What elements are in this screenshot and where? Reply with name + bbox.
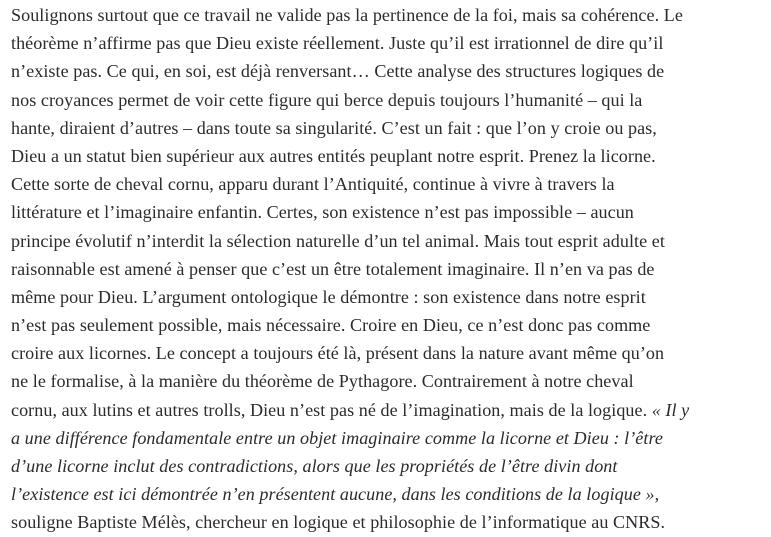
- text-line-7: Cette sorte de cheval cornu, apparu durant l’Antiquité, continue à vivre à travers la: [11, 174, 615, 195]
- text-line-6: Dieu a un statut bien supérieur aux autres entités peuplant notre esprit. Prenez la licorne.: [11, 145, 656, 166]
- quote-line-3: l’existence est ici démontrée n’en présentent aucune, dans les conditions de la logique »,: [11, 484, 660, 505]
- text-line-9: principe évolutif n’interdit la sélection naturelle d’un tel animal. Mais tout esprit adulte et: [11, 230, 665, 251]
- text-line-4: nos croyances permet de voir cette figure qui berce depuis toujours l’humanité – qui la: [11, 89, 643, 110]
- text-line-2: théorème n’affirme pas que Dieu existe réellement. Juste qu’il est irrationnel de dire qu’il: [11, 33, 664, 54]
- quote-start: « Il y: [651, 399, 690, 420]
- text-line-10: raisonnable est amené à penser que c’est un être totalement imaginaire. Il n’en va pas de: [11, 258, 655, 279]
- quote-line-2: d’une licorne inclut des contradictions, alors que les propriétés de l’être divin dont: [11, 456, 618, 476]
- text-line-14: ne le formalise, à la manière du théorème de Pythagore. Contrairement à notre cheval: [11, 371, 634, 392]
- text-line-15-normal: cornu, aux lutins et autres trolls, Dieu n’est pas né de l’imagination, mais de la logique.: [11, 399, 652, 420]
- article-body: [11, 0, 767, 537]
- text-line-8: littérature et l’imaginaire enfantin. Certes, son existence n’est pas impossible – aucun: [11, 202, 634, 223]
- text-line-19: souligne Baptiste Mélès, chercheur en logique et philosophie de l’informatique au CNRS.: [11, 512, 666, 533]
- text-line-1: Soulignons surtout que ce travail ne valide pas la pertinence de la foi, mais sa cohérence. Le: [11, 5, 683, 25]
- text-line-15: [11, 396, 767, 424]
- quote-line-1: a une différence fondamentale entre un objet imaginaire comme la licorne et Dieu : l’être: [11, 427, 663, 448]
- text-line-5: hante, diraient d’autres – dans toute sa singularité. C’est un fait : que l’on y croie ou pas,: [11, 117, 657, 138]
- text-line-12: n’est pas seulement possible, mais nécessaire. Croire en Dieu, ce n’est donc pas comme: [11, 315, 651, 336]
- text-line-11: même pour Dieu. L’argument ontologique le démontre : son existence dans notre esprit: [11, 286, 646, 307]
- text-line-13: croire aux licornes. Le concept a toujours été là, présent dans la nature avant même qu’on: [11, 343, 665, 364]
- text-line-3: n’existe pas. Ce qui, en soi, est déjà renversant… Cette analyse des structures logiques de: [11, 61, 665, 82]
